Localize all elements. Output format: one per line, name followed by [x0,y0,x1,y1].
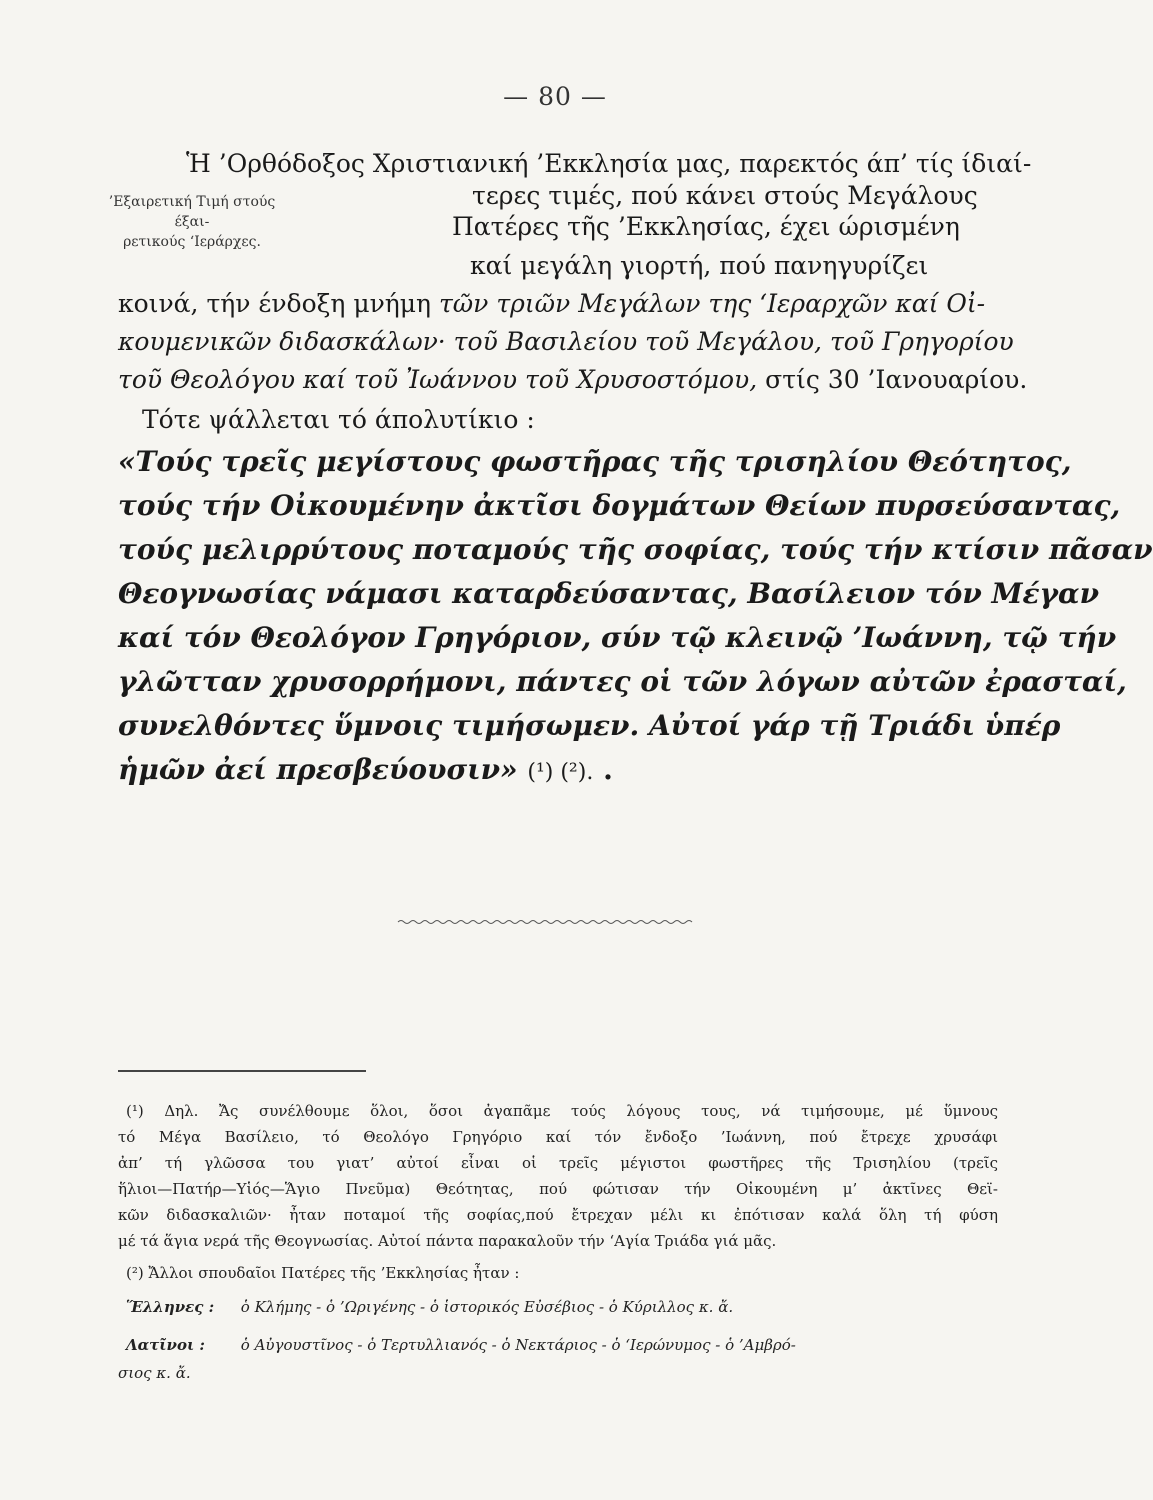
intro-line-3: Πατέρες τῆς ’Εκκλησίας, έχει ώρισμένη [452,212,960,241]
margin-note-line-1: ’Εξαιρετική Τιμή στούς έξαι- [108,194,276,230]
intro-line-1: Ἡ ’Ορθόδοξος Χριστιανική ’Εκκλησία μας, παρεκτός άπ’ τίς ίδιαί- [186,149,1032,178]
intro-line-5 [118,288,998,320]
margin-note-line-2: ρετικούς ‘Ιεράρχες. [123,234,261,250]
hymn-line-8 [118,750,998,793]
intro-line-7 [118,364,1028,396]
intro-line-8: Τότε ψάλλεται τό άπολυτίκιο : [142,405,535,434]
latins-label: Λατῖνοι : [126,1336,205,1354]
footnote-1-line-3: ἀπ’ τή γλῶσσα του γιατ’ αὐτοί εἶναι οἱ τρεῖς μέγιστοι φωστῆρες τῆς Τρισηλίου (τρεῖς [118,1154,998,1172]
intro-line-6: κουμενικῶν διδασκάλων· τοῦ Βασιλείου τοῦ Μεγάλου, τοῦ Γρηγορίου [118,327,1014,356]
greeks-label: Ἕλληνες : [126,1298,215,1316]
hymn-line-1: «Τούς τρεῖς μεγίστους φωστῆρας τῆς τρισηλίου Θεότητος, [118,445,1072,478]
footnote-1-line-6: μέ τά ἅγια νερά τῆς Θεογνωσίας. Αὐτοί πάντα παρακαλοῦν τήν ‘Αγία Τριάδα γιά μᾶς. [118,1232,777,1250]
footnote-2-latins [126,1334,1006,1357]
intro-line-5-a: κοινά, τήν ένδοξη μνήμη [118,289,432,318]
hymn-line-2: τούς τήν Οἰκουμένην ἀκτῖσι δογμάτων Θείων πυρσεύσαντας, [118,489,1121,522]
hymn-last-text: ἡμῶν ἀεί πρεσβεύουσιν» [118,753,518,786]
intro-line-7-b: στίς 30 ’Ιανουαρίου. [765,365,1028,394]
hymn-footnote-refs: (¹) (²). [527,760,594,785]
hymn-line-6: γλῶτταν χρυσορρήμονι, πάντες οἱ τῶν λόγων αὐτῶν ἐρασταί, [118,665,1127,698]
hymn-line-7: συνελθόντες ὕμνοις τιμήσωμεν. Αὐτοί γάρ τῇ Τριάδι ὑπέρ [118,709,1061,742]
hymn-end-dot: . [603,753,613,786]
hymn-line-5: καί τόν Θεολόγον Γρηγόριον, σύν τῷ κλεινῷ ’Ιωάννη, τῷ τήν [118,621,1117,654]
footnote-1-line-5: κῶν διδασκαλιῶν· ἦταν ποταμοί τῆς σοφίας,πού ἔτρεχαν μέλι κι ἐπότισαν καλά ὅλη τή φύση [118,1206,998,1224]
hymn-line-4: Θεογνωσίας νάμασι καταρδεύσαντας, Βασίλειον τόν Μέγαν [118,577,1099,610]
footnote-2-latins-cont: σιος κ. ἄ. [118,1364,191,1382]
footnote-1-line-4: ἥλιοι—Πατήρ—Υἱός—Ἅγιο Πνεῦμα) Θεότητας, πού φώτισαν τήν Οἰκουμένη μ’ ἀκτῖνες Θεϊ- [118,1180,998,1198]
latins-list: ὁ Αὐγουστῖνος - ὁ Τερτυλλιανός - ὁ Νεκτάριος - ὁ ‘Ιερώνυμος - ὁ ’Αμβρό- [240,1336,796,1354]
intro-line-2: τερες τιμές, πού κάνει στούς Μεγάλους [472,181,978,210]
footnote-rule [118,1070,366,1072]
footnote-2-greeks [126,1296,1006,1319]
page-number: — 80 — [503,82,607,111]
intro-line-5-b: τῶν τριῶν Μεγάλων της ‘Ιεραρχῶν καί Οἰ- [438,289,986,318]
greeks-list: ὁ Κλήμης - ὁ ’Ωριγένης - ὁ ἱστορικός Εὐσέβιος - ὁ Κύριλλος κ. ἄ. [240,1298,734,1316]
hymn-line-3: τούς μελιρρύτους ποταμούς τῆς σοφίας, τούς τήν κτίσιν πᾶσαν [118,533,1153,566]
wavy-separator [398,918,692,926]
footnote-1-line-1: (¹) Δηλ. Ἄς συνέλθουμε ὅλοι, ὅσοι ἀγαπᾶμε τούς λόγους τους, νά τιμήσουμε, μέ ὕμνους [126,1102,998,1120]
footnote-1-line-2: τό Μέγα Βασίλειο, τό Θεολόγο Γρηγόριο καί τόν ἔνδοξο ’Ιωάννη, πού ἔτρεχε χρυσάφι [118,1128,998,1146]
margin-note [92,192,292,252]
intro-line-4: καί μεγάλη γιορτή, πού πανηγυρίζει [470,251,929,280]
intro-line-7-a: τοῦ Θεολόγου καί τοῦ Ἰωάννου τοῦ Χρυσοστόμου, [118,365,758,394]
footnote-2-intro: (²) Ἄλλοι σπουδαῖοι Πατέρες τῆς ’Εκκλησίας ἦταν : [126,1264,520,1282]
